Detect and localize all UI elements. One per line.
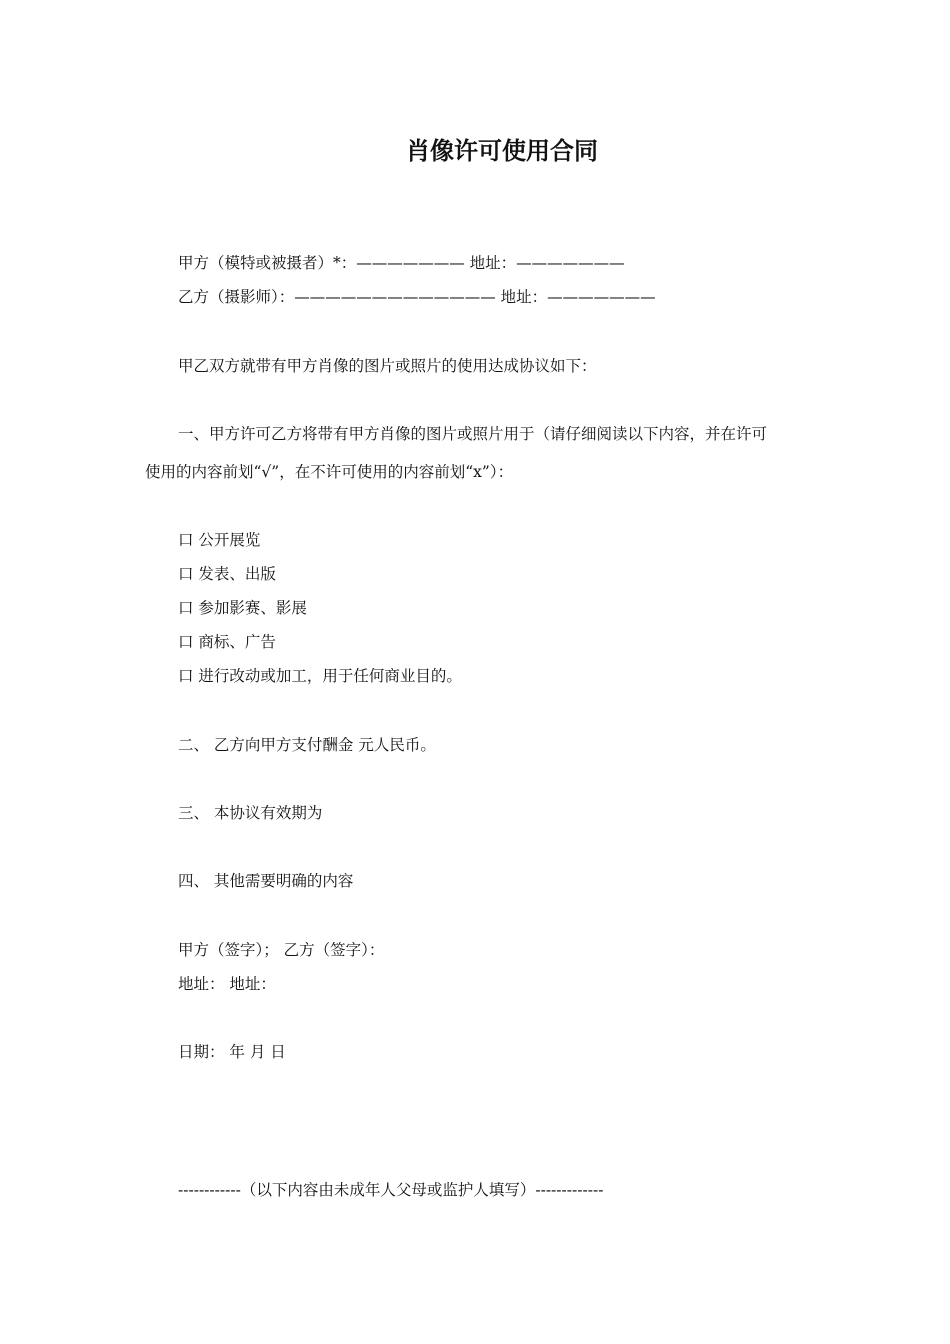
clause-3: 三、 本协议有效期为 <box>178 804 323 822</box>
clause-2: 二、 乙方向甲方支付酬金 元人民币。 <box>178 736 436 754</box>
clause-4: 四、 其他需要明确的内容 <box>178 872 354 890</box>
signature-line: 甲方（签字）； 乙方（签字）： <box>178 941 385 959</box>
party-b-line: 乙方（摄影师）：————————————— 地址：——————— <box>178 288 656 306</box>
option-competitions: 口 参加影赛、影展 <box>178 599 307 617</box>
option-publication: 口 发表、出版 <box>178 565 276 583</box>
clause-1-line-2: 使用的内容前划“√”，在不许可使用的内容前划“x”）： <box>145 463 514 481</box>
option-public-exhibition: 口 公开展览 <box>178 531 261 549</box>
guardian-section-divider: ------------（以下内容由未成年人父母或监护人填写）------------- <box>178 1181 604 1199</box>
option-commercial-modification: 口 进行改动或加工，用于任何商业目的。 <box>178 667 462 685</box>
document-title: 肖像许可使用合同 <box>406 137 598 165</box>
address-line: 地址： 地址： <box>178 975 276 993</box>
clause-1-line-1: 一、甲方许可乙方将带有甲方肖像的图片或照片用于（请仔细阅读以下内容，并在许可 <box>178 425 768 443</box>
option-trademark-ads: 口 商标、广告 <box>178 633 276 651</box>
date-line: 日期： 年 月 日 <box>178 1043 286 1061</box>
agreement-intro: 甲乙双方就带有甲方肖像的图片或照片的使用达成协议如下： <box>178 357 597 375</box>
party-a-line: 甲方（模特或被摄者）*：——————— 地址：——————— <box>178 254 625 272</box>
